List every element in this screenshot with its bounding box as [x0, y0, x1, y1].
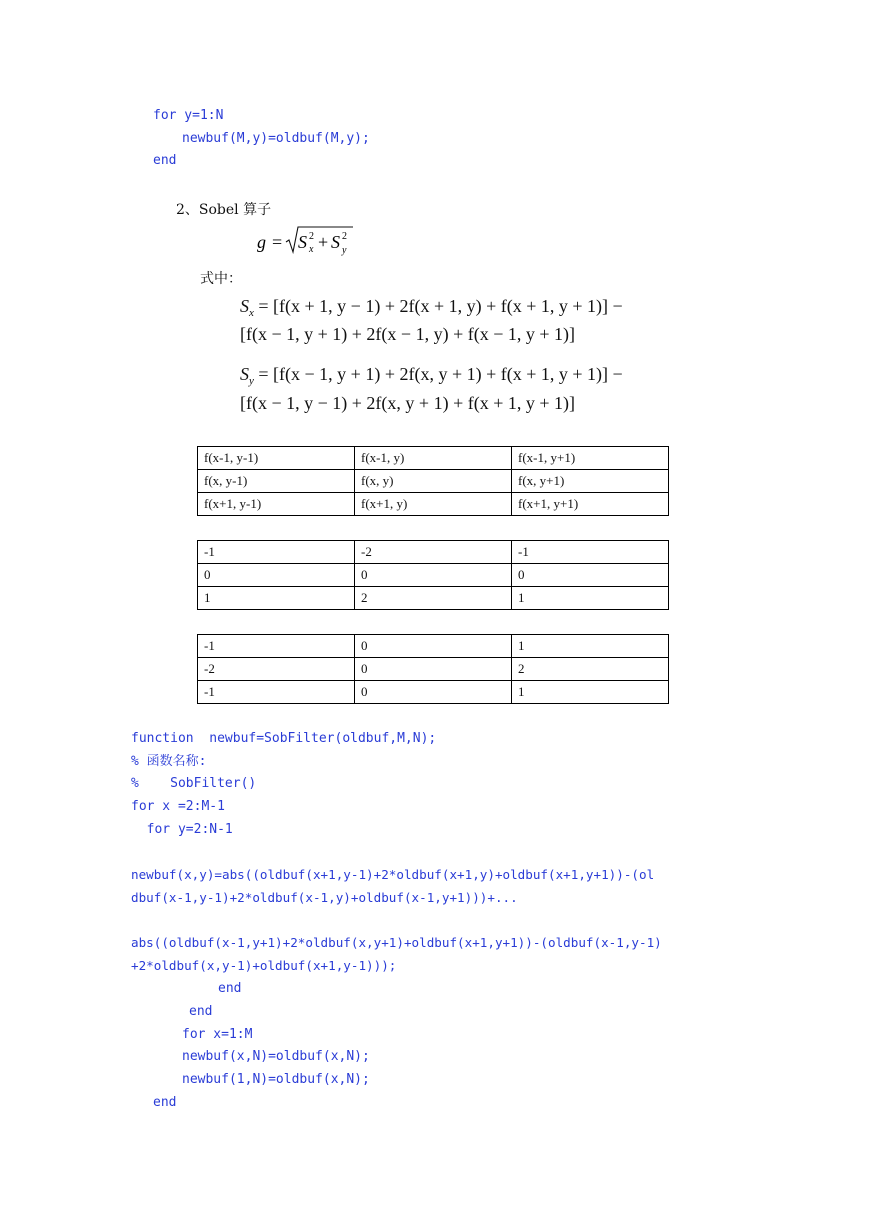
- formula-g-t2: S: [331, 232, 340, 252]
- table-cell: 0: [355, 635, 512, 658]
- formula-g-t1-sub: x: [309, 244, 314, 255]
- formula-sy-line2: [f(x − 1, y − 1) + 2f(x, y + 1) + f(x + 1, y + 1)]: [240, 393, 575, 413]
- formula-g-t2-sub: y: [342, 245, 347, 256]
- code-line: newbuf(x,y)=abs((oldbuf(x+1,y-1)+2*oldbuf(x+1,y)+oldbuf(x+1,y+1))-(ol: [131, 867, 655, 882]
- table-row: [198, 658, 669, 681]
- table-cell: 0: [355, 658, 512, 681]
- table-cell: -1: [198, 541, 355, 564]
- table-cell: f(x-1, y-1): [198, 447, 355, 470]
- code-line: % SobFilter(): [131, 776, 257, 791]
- code-line: dbuf(x-1,y-1)+2*oldbuf(x-1,y)+oldbuf(x-1,y+1)))+...: [131, 890, 518, 905]
- where-label: 式中：: [200, 271, 242, 287]
- table-cell: f(x+1, y): [355, 493, 512, 516]
- formula-sx-line2: [f(x − 1, y + 1) + 2f(x − 1, y) + f(x − 1, y + 1)]: [240, 324, 575, 344]
- table-cell: 1: [512, 681, 669, 704]
- table-cell: f(x-1, y+1): [512, 447, 669, 470]
- section-heading: 2、Sobel 算子: [176, 202, 272, 218]
- code-line: function newbuf=SobFilter(oldbuf,M,N);: [131, 731, 437, 746]
- table-cell: f(x+1, y+1): [512, 493, 669, 516]
- table-cell: 1: [198, 587, 355, 610]
- table-row: [198, 493, 669, 516]
- table-cell: f(x, y): [355, 470, 512, 493]
- formula-g-eq: =: [272, 232, 283, 252]
- code-line: for y=2:N-1: [131, 822, 233, 837]
- neighborhood-table: [197, 446, 669, 516]
- code-line: for x=1:M: [182, 1027, 253, 1042]
- kernel-table-2: [197, 634, 669, 704]
- table-cell: -1: [198, 635, 355, 658]
- formula-sx-line1: [240, 296, 623, 319]
- code-line: end: [189, 1004, 213, 1019]
- table-cell: 1: [512, 587, 669, 610]
- code-line: abs((oldbuf(x-1,y+1)+2*oldbuf(x,y+1)+oldbuf(x+1,y+1))-(oldbuf(x-1,y-1): [131, 935, 662, 950]
- formula-g-t1: S: [298, 232, 307, 252]
- table-cell: 0: [198, 564, 355, 587]
- table-row: [198, 564, 669, 587]
- table-cell: f(x+1, y-1): [198, 493, 355, 516]
- code-line: end: [153, 1095, 177, 1110]
- table-cell: 2: [355, 587, 512, 610]
- code-line: newbuf(x,N)=oldbuf(x,N);: [182, 1049, 370, 1064]
- table-cell: -2: [355, 541, 512, 564]
- table-cell: 2: [512, 658, 669, 681]
- table-cell: 0: [355, 681, 512, 704]
- kernel-table-1: [197, 540, 669, 610]
- table-cell: f(x, y+1): [512, 470, 669, 493]
- formula-g-plus: +: [318, 232, 329, 252]
- table-cell: -2: [198, 658, 355, 681]
- table-cell: 0: [512, 564, 669, 587]
- table-row: [198, 587, 669, 610]
- formula-sy-lhs: S: [240, 364, 249, 384]
- table-cell: f(x-1, y): [355, 447, 512, 470]
- formula-sx-rhs1: = [f(x + 1, y − 1) + 2f(x + 1, y) + f(x + 1, y + 1)] −: [258, 296, 623, 316]
- table-row: [198, 470, 669, 493]
- code-line: +2*oldbuf(x,y-1)+oldbuf(x+1,y-1)));: [131, 958, 397, 973]
- table-cell: 0: [355, 564, 512, 587]
- formula-sy-lhs-sub: y: [249, 375, 254, 387]
- code-line: end: [218, 981, 242, 996]
- table-row: [198, 681, 669, 704]
- formula-g: [255, 224, 360, 258]
- formula-sx-lhs-sub: x: [249, 307, 254, 319]
- code-line: for x =2:M-1: [131, 799, 225, 814]
- formula-g-t1-sup: 2: [309, 231, 314, 242]
- table-cell: 1: [512, 635, 669, 658]
- formula-sy-rhs1: = [f(x − 1, y + 1) + 2f(x, y + 1) + f(x + 1, y + 1)] −: [258, 364, 623, 384]
- formula-g-lhs: g: [257, 232, 266, 252]
- table-row: [198, 635, 669, 658]
- formula-sy-line1: [240, 364, 623, 387]
- code-line: end: [153, 153, 177, 168]
- code-line: % 函数名称:: [131, 754, 207, 769]
- table-cell: -1: [512, 541, 669, 564]
- formula-g-t2-sup: 2: [342, 231, 347, 242]
- code-line: for y=1:N: [153, 108, 224, 123]
- code-line: newbuf(1,N)=oldbuf(x,N);: [182, 1072, 370, 1087]
- formula-sx-lhs: S: [240, 296, 249, 316]
- table-cell: f(x, y-1): [198, 470, 355, 493]
- table-cell: -1: [198, 681, 355, 704]
- table-row: [198, 447, 669, 470]
- table-row: [198, 541, 669, 564]
- code-line: newbuf(M,y)=oldbuf(M,y);: [182, 131, 370, 146]
